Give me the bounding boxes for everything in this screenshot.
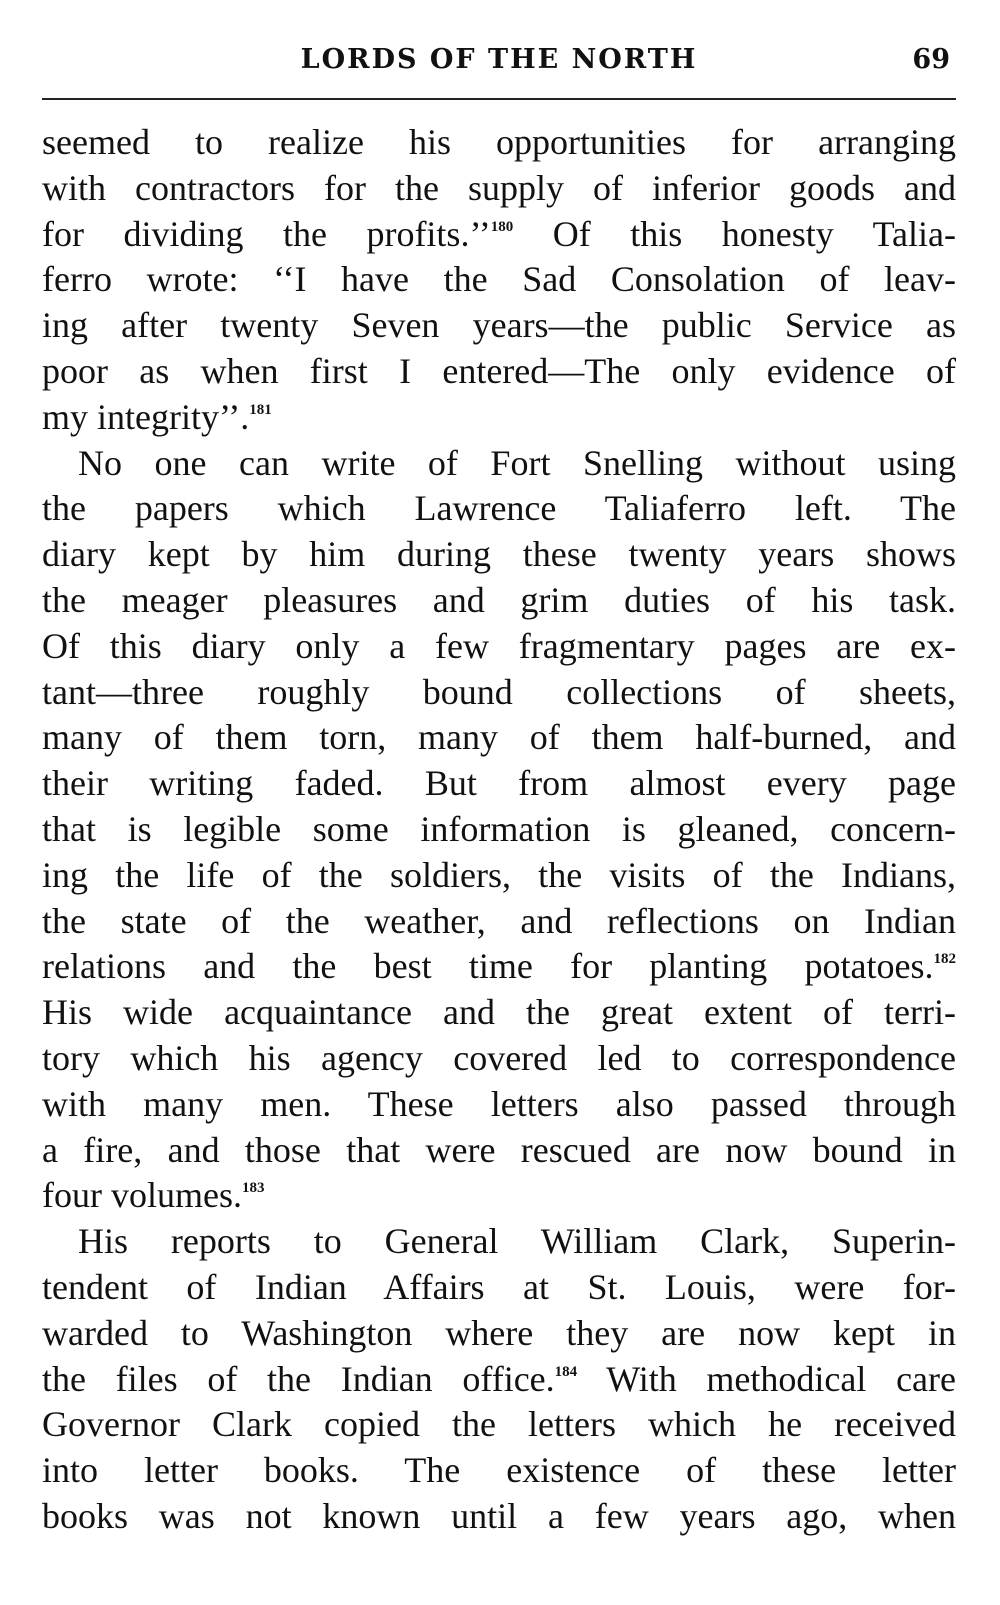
text-segment: tendent of Indian Affairs at St. Louis, were for-	[42, 1266, 956, 1307]
text-line	[42, 212, 956, 258]
text-segment: with contractors for the supply of inferior goods and	[42, 167, 956, 208]
text-line	[42, 1036, 956, 1082]
text-segment: many of them torn, many of them half-burned, and	[42, 717, 956, 758]
text-segment: into letter books. The existence of these letter	[42, 1450, 956, 1491]
text-segment: ing the life of the soldiers, the visits of the Indians,	[42, 854, 956, 895]
text-segment: four volumes.	[42, 1175, 242, 1216]
text-line	[42, 761, 956, 807]
text-line	[42, 1128, 956, 1174]
text-segment: relations and the best time for planting potatoes.	[42, 946, 934, 987]
text-segment: the state of the weather, and reflections on Indian	[42, 900, 956, 941]
footnote-ref: 182	[933, 951, 956, 968]
text-line	[42, 349, 956, 395]
text-line	[42, 1357, 956, 1403]
text-line	[42, 1448, 956, 1494]
text-segment: His reports to General William Clark, Superin-	[78, 1221, 956, 1262]
text-segment: ferro wrote: ‘‘I have the Sad Consolation of leav-	[42, 259, 956, 300]
body-text	[42, 120, 956, 1540]
text-segment: books was not known until a few years ago, when	[42, 1495, 956, 1536]
header-rule	[42, 98, 956, 100]
text-segment: Of this honesty Talia-	[513, 213, 956, 254]
text-segment: the papers which Lawrence Taliaferro left. The	[42, 488, 956, 529]
text-line	[42, 944, 956, 990]
text-line	[42, 1219, 956, 1265]
page-number: 69	[912, 44, 950, 75]
text-segment: diary kept by him during these twenty years shows	[42, 534, 956, 575]
text-line	[42, 853, 956, 899]
text-segment: for dividing the profits.’’	[42, 213, 491, 254]
text-segment: the meager pleasures and grim duties of his task.	[42, 579, 956, 620]
text-line	[42, 441, 956, 487]
footnote-ref: 184	[554, 1363, 578, 1380]
running-title: LORDS OF THE NORTH	[300, 44, 698, 75]
page-header	[42, 40, 956, 86]
text-line	[42, 715, 956, 761]
text-segment: a fire, and those that were rescued are now bound in	[42, 1129, 956, 1170]
text-segment: Governor Clark copied the letters which he received	[42, 1404, 956, 1445]
text-segment: seemed to realize his opportunities for arranging	[42, 122, 956, 162]
text-line	[42, 990, 956, 1036]
text-segment: No one can write of Fort Snelling without using	[78, 442, 956, 483]
text-segment: tory which his agency covered led to correspondence	[42, 1037, 956, 1078]
text-line	[42, 1402, 956, 1448]
text-line	[42, 532, 956, 578]
text-line	[42, 1082, 956, 1128]
text-line	[42, 257, 956, 303]
text-segment: my integrity’’.	[42, 396, 250, 437]
text-segment: poor as when first I entered—The only evidence of	[42, 350, 956, 391]
footnote-ref: 180	[490, 218, 514, 235]
footnote-ref: 181	[249, 401, 272, 418]
text-line	[42, 120, 956, 166]
text-line	[42, 1265, 956, 1311]
text-line	[42, 303, 956, 349]
text-segment: tant—three roughly bound collections of sheets,	[42, 671, 956, 712]
footnote-ref: 183	[241, 1180, 265, 1197]
text-segment: with many men. These letters also passed through	[42, 1083, 956, 1124]
text-segment: the files of the Indian office.	[42, 1358, 555, 1399]
text-segment: His wide acquaintance and the great extent of terri-	[42, 992, 956, 1033]
text-line	[42, 899, 956, 945]
text-segment: warded to Washington where they are now kept in	[42, 1312, 956, 1353]
text-line	[42, 807, 956, 853]
text-segment: their writing faded. But from almost every page	[42, 763, 956, 804]
text-segment: Of this diary only a few fragmentary pages are ex-	[42, 625, 956, 666]
text-segment: that is legible some information is gleaned, concern-	[42, 808, 956, 849]
text-line	[42, 395, 956, 441]
text-line	[42, 670, 956, 716]
text-segment: With methodical care	[577, 1358, 956, 1399]
text-line	[42, 578, 956, 624]
text-segment: ing after twenty Seven years—the public Service as	[42, 305, 956, 346]
text-line	[42, 486, 956, 532]
text-line	[42, 1494, 956, 1540]
text-line	[42, 166, 956, 212]
text-line	[42, 1173, 956, 1219]
text-line	[42, 1311, 956, 1357]
text-line	[42, 624, 956, 670]
